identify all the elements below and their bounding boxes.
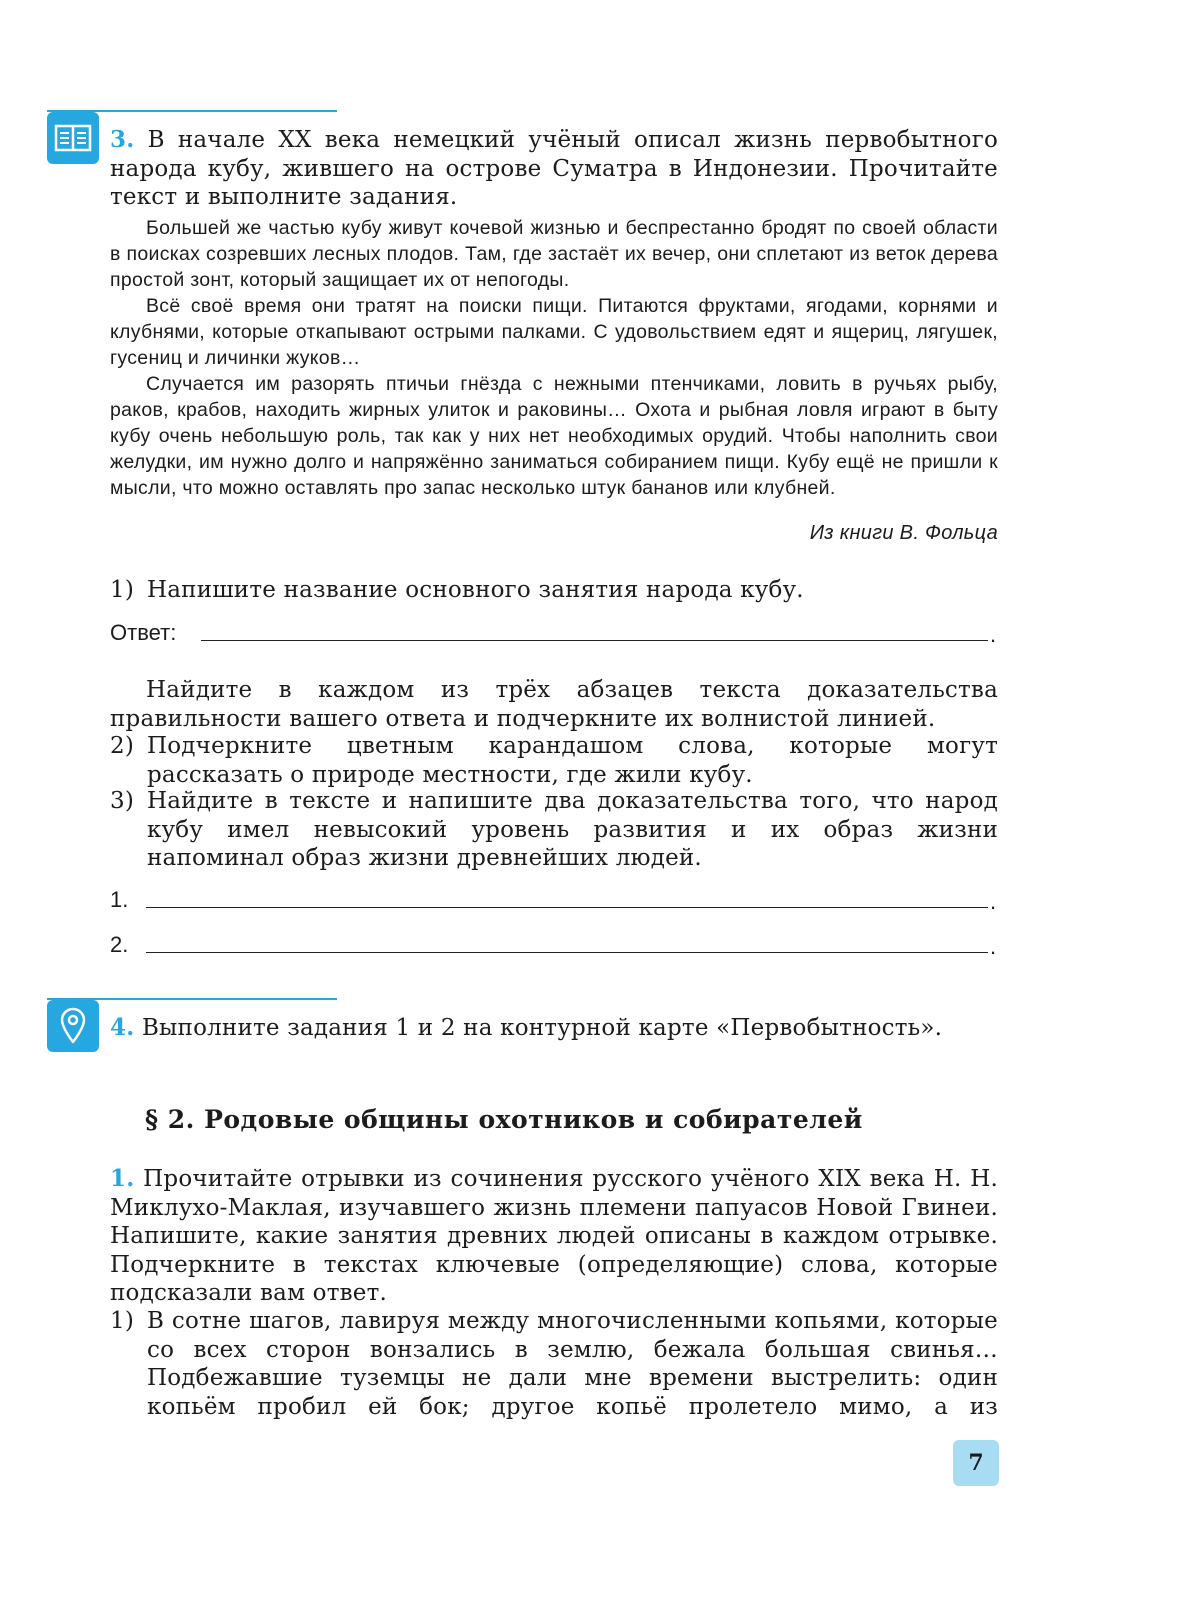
excerpt-paragraph-1: Большей же частью кубу живут кочевой жизнью и беспрестанно бродят по своей области в поисках созревших лесных плодов. Там, где застаёт их вечер, они сплетают из веток дерева простой зонт, который защищает их от непогоды. [110,217,998,291]
task3-question-1 [110,576,998,605]
task3-question-3 [110,787,998,873]
section-task1-intro-text: Прочитайте отрывки из сочинения русского учёного XIX века Н. Н. Миклухо-Маклая, изучавшего жизнь племени папуасов Новой Гвинеи. Напишите, какие занятия древних людей описаны в каждом отрывке. Подчеркните в текстах ключевые (определяющие) слова, которые подсказали вам ответ. [110,1166,999,1306]
question-2-number: 2) [110,733,135,759]
task3-icon-box [47,112,99,164]
page-number: 7 [953,1440,999,1486]
task3-excerpt [110,215,998,501]
answer-line-2-field[interactable] [146,952,988,953]
map-pin-icon [58,1007,88,1045]
excerpt-paragraph-2: Всё своё время они тратят на поиски пищи. Питаются фруктами, ягодами, корнями и клубнями, которые откапывают острыми палками. С удовольствием едят и ящериц, лягушек, гусениц и личинки жуков… [110,295,998,369]
answer-line-2-label: 2. [110,932,129,957]
answer-line-1-field[interactable] [146,907,988,908]
answer-field[interactable] [201,640,988,641]
question-2-text: Подчеркните цветным карандашом слова, которые могут рассказать о природе местности, где жили кубу. [147,733,998,788]
task3-intro [110,126,998,212]
section-task1-number: 1. [110,1165,135,1192]
task3-instruction: Найдите в каждом из трёх абзацев текста доказательства правильности вашего ответа и подчеркните их волнистой линией. [110,677,998,732]
answer-line-1-label: 1. [110,887,129,912]
question-3-number: 3) [110,788,135,814]
task3-number: 3. [110,126,135,153]
excerpt-source: Из книги В. Фольца [809,522,998,544]
task4-text [110,1014,998,1043]
section-title: § 2. Родовые общины охотников и собирателей [145,1105,863,1134]
task4-number: 4. [110,1014,135,1041]
answer-line-2-dot: . [990,934,997,959]
item-1-number: 1) [110,1308,135,1334]
question-3-text: Найдите в тексте и напишите два доказательства того, что народ кубу имел невысокий уровень развития и их образ жизни напоминал образ жизни древнейших людей. [147,788,998,871]
section-task1-item-1 [110,1307,998,1421]
answer-line-1-dot: . [990,889,997,914]
answer-label: Ответ: [110,620,177,645]
excerpt-paragraph-3: Случается им разорять птичьи гнёзда с нежными птенчиками, ловить в ручьях рыбу, раков, крабов, находить жирных улиток и раковины… Охота и рыбная ловля играют в быту кубу очень небольшую роль, так как у них нет необходимых орудий. Чтобы наполнить свои желудки, им нужно долго и напряжённо заниматься собиранием пищи. Кубу ещё не пришли к мысли, что можно оставлять про запас несколько штук бананов или клубней. [110,373,998,499]
answer-end-dot: . [990,622,997,647]
item-1-text: В сотне шагов, лавируя между многочисленными копьями, которые со всех сторон вонзались в землю, бежала большая свинья… Подбежавшие туземцы не дали мне времени выстрелить: один копьём пробил ей бок; другое копьё пролетело мимо, а из [147,1308,998,1420]
task3-question-2 [110,732,998,789]
task4-icon-box [47,1000,99,1052]
question-1-number: 1) [110,577,135,603]
section-task1-intro [110,1165,998,1308]
task4-instruction: Выполните задания 1 и 2 на контурной карте «Первобытность». [141,1015,943,1041]
book-icon [54,123,92,153]
question-1-text: Напишите название основного занятия народа кубу. [147,577,804,603]
task3-intro-text: В начале XX века немецкий учёный описал жизнь первобытного народа кубу, жившего на острове Суматра в Индонезии. Прочитайте текст и выполните задания. [110,127,998,210]
